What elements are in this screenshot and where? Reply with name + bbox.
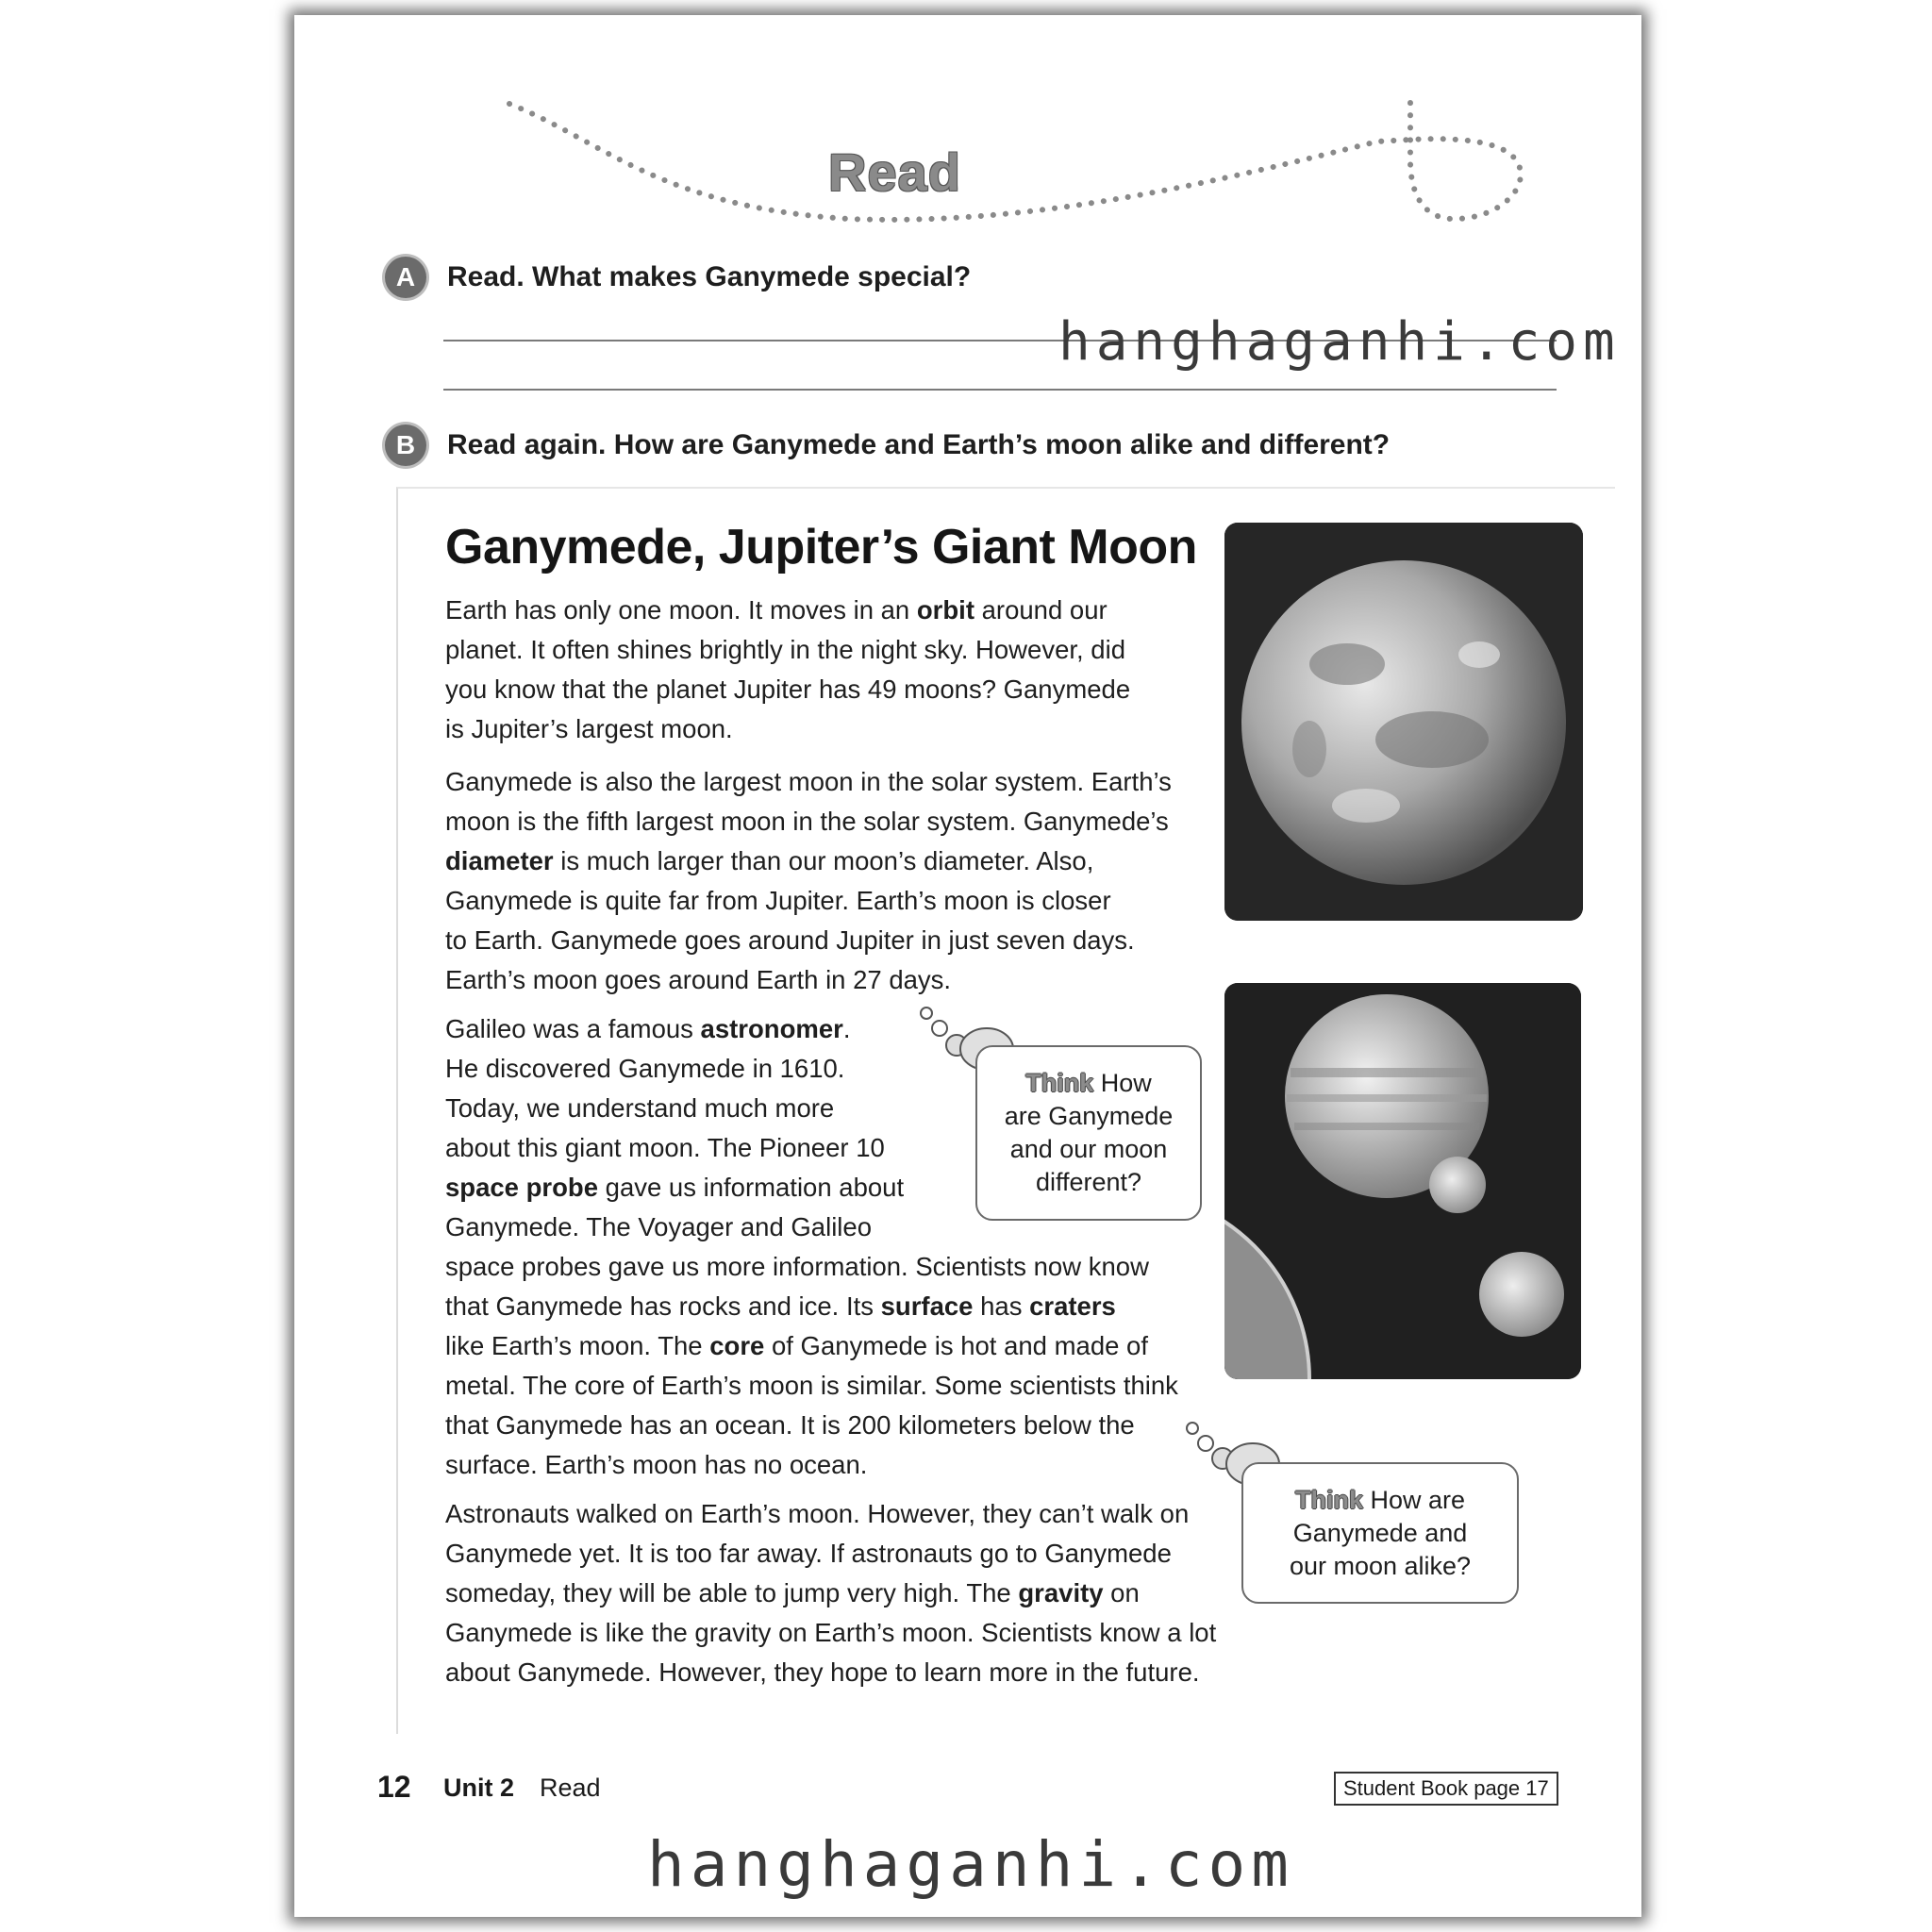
think-line [977,1100,1200,1133]
text-segment: around our [974,595,1108,625]
question-a [385,257,971,298]
text-segment: that Ganymede has rocks and ice. Its [445,1291,881,1321]
text-segment: about this giant moon. The Pioneer 10 [445,1133,885,1162]
question-badge-a: A [385,257,426,298]
section-label: Read [540,1774,601,1802]
text-line [445,630,1130,670]
text-segment: someday, they will be able to jump very high. The [445,1578,1019,1607]
think-line [1243,1484,1517,1517]
unit-label: Unit 2 [443,1774,515,1802]
question-a-text: Read. What makes Ganymede special? [447,261,972,292]
text-line [445,1287,1178,1326]
text-line [445,591,1130,630]
text-line [445,1653,1216,1692]
think-text: How [1100,1069,1152,1097]
text-line [445,1613,1216,1653]
think-line [977,1133,1200,1166]
text-segment: Earth has only one moon. It moves in an [445,595,917,625]
think-box-alike [1241,1462,1519,1604]
text-line [445,841,1172,881]
question-badge-b: B [385,425,426,466]
jupiter-moons-photo [1224,983,1581,1379]
text-segment: Ganymede yet. It is too far away. If astronauts go to Ganymede [445,1539,1172,1568]
vocabulary-word: craters [1029,1291,1116,1321]
text-segment: of Ganymede is hot and made of [764,1331,1148,1360]
text-segment: is Jupiter’s largest moon. [445,714,733,743]
text-line [445,1366,1178,1406]
text-segment: metal. The core of Earth’s moon is similar. Some scientists think [445,1371,1178,1400]
vocabulary-word: gravity [1018,1578,1104,1607]
text-line [445,1534,1216,1574]
text-segment: about Ganymede. However, they hope to learn more in the future. [445,1657,1200,1687]
text-line [445,881,1172,921]
question-b-text: Read again. How are Ganymede and Earth’s moon alike and different? [447,429,1391,460]
text-line [445,921,1172,960]
ganymede-photo [1224,523,1583,921]
think-box-different [975,1045,1202,1221]
vocabulary-word: diameter [445,846,554,875]
text-segment: . [842,1014,851,1043]
vocabulary-word: surface [880,1291,974,1321]
text-line [445,709,1130,749]
text-line [445,960,1172,1000]
text-segment: surface. Earth’s moon has no ocean. [445,1450,868,1479]
text-segment: Astronauts walked on Earth’s moon. However, they can’t walk on [445,1499,1190,1528]
think-text: How are [1370,1485,1466,1514]
text-segment: gave us information about [598,1173,905,1202]
text-segment: Earth’s moon goes around Earth in 27 days. [445,965,952,994]
text-segment: Ganymede is like the gravity on Earth’s moon. Scientists know a lot [445,1618,1217,1647]
watermark-bottom: hanghaganhi.com [647,1828,1295,1901]
text-segment: has [973,1291,1030,1321]
text-segment: moon is the fifth largest moon in the solar system. Ganymede’s [445,807,1169,836]
think-line [1243,1550,1517,1583]
text-line [445,1326,1178,1366]
text-segment: Ganymede is quite far from Jupiter. Earth’s moon is closer [445,886,1111,915]
text-segment: on [1103,1578,1140,1607]
think-label: Think [1025,1069,1094,1097]
vocabulary-word: core [709,1331,765,1360]
watermark-top: hanghaganhi.com [1058,311,1621,373]
text-line [445,762,1172,802]
page-title: Read [828,142,961,202]
text-segment: Ganymede. The Voyager and Galileo [445,1212,873,1241]
text-segment: that Ganymede has an ocean. It is 200 kilometers below the [445,1410,1135,1440]
vocabulary-word: space probe [445,1173,599,1202]
text-segment: space probes gave us more information. Scientists now know [445,1252,1149,1281]
think-text: our moon alike? [1289,1551,1472,1580]
think-label: Think [1294,1485,1363,1514]
text-segment: Today, we understand much more [445,1093,835,1123]
text-segment: Galileo was a famous [445,1014,701,1043]
think-text: are Ganymede [1004,1102,1174,1130]
text-segment: planet. It often shines brightly in the night sky. However, did [445,635,1126,664]
think-text: and our moon [1009,1135,1168,1163]
text-line [445,1494,1216,1534]
think-line [1243,1517,1517,1550]
answer-line-2[interactable] [443,389,1557,391]
text-segment: He discovered Ganymede in 1610. [445,1054,845,1083]
text-segment: to Earth. Ganymede goes around Jupiter in just seven days. [445,925,1135,955]
text-line [445,1009,1178,1049]
text-line [445,670,1130,709]
paragraph-4 [445,1494,1216,1692]
text-line [445,1574,1216,1613]
think-line [977,1067,1200,1100]
text-line [445,1445,1178,1485]
text-line [445,1247,1178,1287]
text-segment: you know that the planet Jupiter has 49 moons? Ganymede [445,675,1131,704]
paragraph-2 [445,762,1172,1000]
text-line [445,802,1172,841]
text-segment: is much larger than our moon’s diameter. Also, [553,846,1094,875]
vocabulary-word: orbit [916,595,974,625]
text-segment: like Earth’s moon. The [445,1331,710,1360]
think-text: Ganymede and [1292,1518,1468,1547]
think-line [977,1166,1200,1199]
text-segment: Ganymede is also the largest moon in the solar system. Earth’s [445,767,1172,796]
vocabulary-word: astronomer [700,1014,843,1043]
article-title: Ganymede, Jupiter’s Giant Moon [445,520,1197,575]
page-number: 12 [377,1770,411,1804]
student-book-reference: Student Book page 17 [1334,1772,1558,1806]
text-line [445,1406,1178,1445]
paragraph-1 [445,591,1130,749]
think-text: different? [1035,1168,1142,1196]
question-b [385,425,1390,466]
